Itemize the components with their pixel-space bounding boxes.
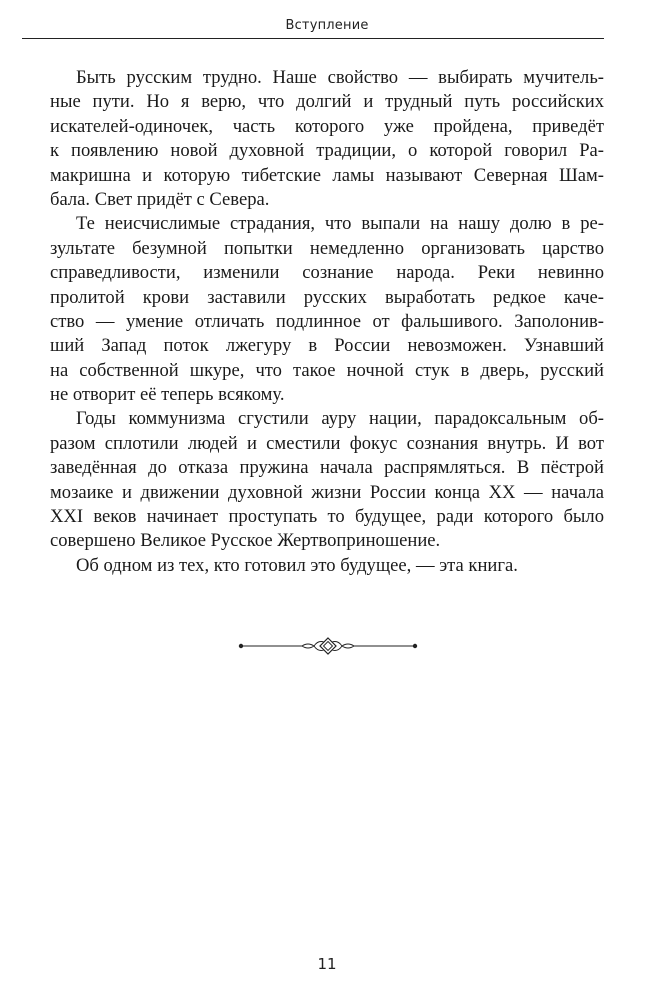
paragraph: [50, 66, 604, 212]
text-line: к появлению новой духовной традиции, о которой говорил Ра-: [50, 140, 604, 162]
text-line: макришна и которую тибетские ламы называют Северная Шам-: [50, 164, 604, 186]
text-line: Те неисчислимые страдания, что выпали на нашу долю в ре-: [76, 213, 604, 235]
text-line: бала. Свет придёт с Севера.: [50, 188, 270, 210]
text-line: XXI веков начинает проступать то будущее, ради которого было: [50, 506, 604, 528]
paragraph: [50, 212, 604, 407]
text-line: справедливости, изменили сознание народа. Реки невинно: [50, 262, 604, 284]
text-line: зультате безумной попытки немедленно организовать царство: [50, 237, 604, 259]
text-line: пролитой крови заставили русских выработать редкое каче-: [50, 286, 604, 308]
text-line: ший Запад поток лжегуру в России невозможен. Узнавший: [50, 335, 604, 357]
text-line: мозаике и движении духовной жизни России конца XX — начала: [50, 481, 604, 503]
paragraph: [50, 407, 604, 553]
running-title: Вступление: [285, 18, 369, 33]
text-line: на собственной шкуре, что такое ночной стук в дверь, русский: [50, 359, 604, 381]
paragraph: [50, 554, 604, 578]
text-line: заведённая до отказа пружина начала распрямляться. В пёстрой: [50, 457, 604, 479]
text-line: разом сплотили людей и сместили фокус сознания внутрь. И вот: [50, 432, 604, 454]
text-line: не отворит её теперь всякому.: [50, 384, 285, 406]
text-line: Об одном из тех, кто готовил это будущее, — эта книга.: [76, 554, 518, 576]
text-line: Быть русским трудно. Наше свойство — выбирать мучитель-: [76, 67, 604, 88]
body-text: [50, 66, 604, 578]
text-line: искателей-одиночек, часть которого уже пройдена, приведёт: [50, 115, 604, 137]
header-rule: [22, 38, 604, 39]
diamond-knot-ornament-icon: [238, 636, 418, 656]
text-line: ные пути. Но я верю, что долгий и трудный путь российских: [50, 91, 604, 113]
text-line: совершено Великое Русское Жертвоприношение.: [50, 530, 441, 552]
text-line: Годы коммунизма сгустили ауру нации, парадоксальным об-: [76, 408, 604, 430]
text-line: ство — умение отличать подлинное от фальшивого. Заполонив-: [50, 310, 604, 332]
page-number: 11: [317, 955, 337, 973]
